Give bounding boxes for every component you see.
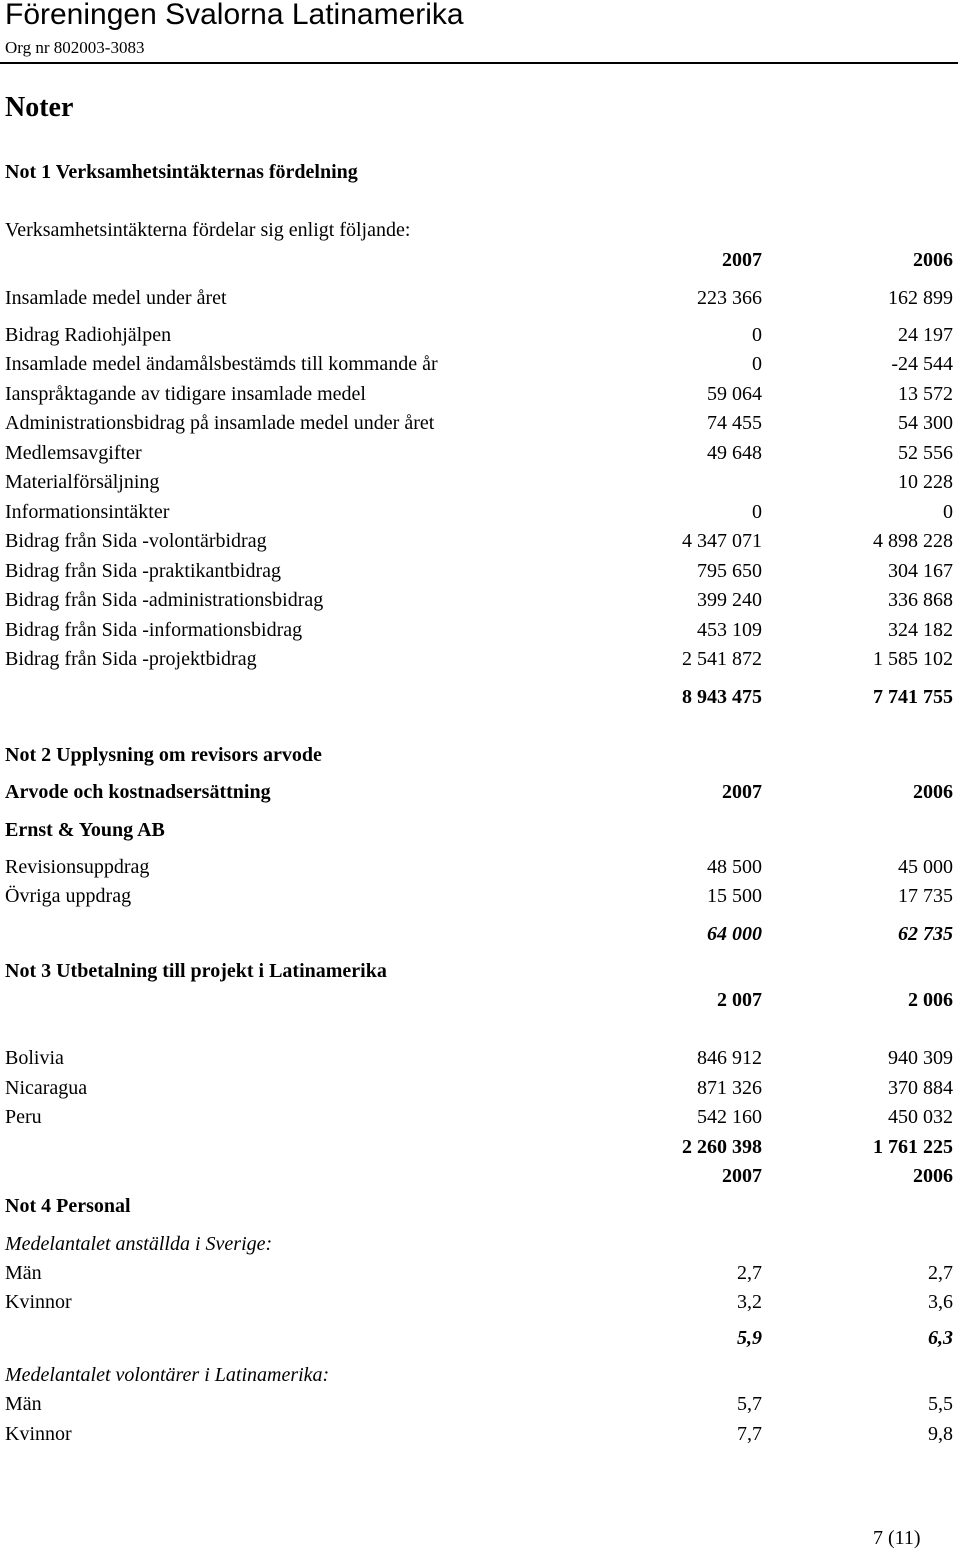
note1-title: Not 1 Verksamhetsintäkternas fördelning [5,161,358,183]
note1-intro: Verksamhetsintäkterna fördelar sig enligt följande: [5,219,411,241]
table-cell-2007: 48 500 [707,856,762,878]
table-row-label: Bidrag från Sida -volontärbidrag [5,530,267,552]
page-number: 7 (11) [873,1527,921,1549]
table-row-label: Bidrag från Sida -praktikantbidrag [5,560,282,582]
table-cell-2006: 940 309 [888,1047,953,1069]
table-cell-2007: 871 326 [697,1077,762,1099]
note3-col-2007: 2 007 [717,989,762,1011]
table-cell-2007: 0 [752,353,762,375]
note4-col-2007: 2007 [722,1165,762,1187]
table-cell-2006: 3,6 [928,1291,953,1313]
table-cell-2006: 17 735 [898,885,953,907]
table-cell-2007: 795 650 [697,560,762,582]
table-cell-2006: 1 585 102 [873,648,953,670]
table-row-label: Revisionsuppdrag [5,856,150,878]
note1-col-2007: 2007 [722,249,762,271]
note2-subtitle: Arvode och kostnadsersättning [5,781,271,803]
note1-total-2006: 7 741 755 [873,686,953,708]
table-row-label: Insamlade medel under året [5,287,227,309]
table-row-label: Män [5,1262,42,1284]
page-title: Noter [5,92,74,123]
table-row-label: Materialförsäljning [5,471,160,493]
table-row-label: Bidrag från Sida -administrationsbidrag [5,589,324,611]
note3-total-2006: 1 761 225 [873,1136,953,1158]
table-cell-2006: 324 182 [888,619,953,641]
table-cell-2007: 74 455 [707,412,762,434]
table-cell-2007: 0 [752,501,762,523]
table-row-label: Män [5,1393,42,1415]
note2-total-2006: 62 735 [898,923,953,945]
note4-col-2006: 2006 [913,1165,953,1187]
table-cell-2007: 0 [752,324,762,346]
note3-total-2007: 2 260 398 [682,1136,762,1158]
note4-sweden-total-2006: 6,3 [928,1327,953,1349]
table-row-label: Bidrag från Sida -projektbidrag [5,648,257,670]
note4-sweden-total-2007: 5,9 [737,1327,762,1349]
note3-col-2006: 2 006 [908,989,953,1011]
table-cell-2006: 0 [943,501,953,523]
table-cell-2006: 370 884 [888,1077,953,1099]
table-cell-2006: 304 167 [888,560,953,582]
table-cell-2007: 3,2 [737,1291,762,1313]
note1-total-2007: 8 943 475 [682,686,762,708]
organization-number: Org nr 802003-3083 [5,38,145,57]
table-cell-2007: 59 064 [707,383,762,405]
table-cell-2006: 336 868 [888,589,953,611]
table-cell-2006: -24 544 [891,353,953,375]
note4-sweden-label: Medelantalet anställda i Sverige: [5,1233,273,1255]
table-row-label: Kvinnor [5,1291,72,1313]
table-row-label: Informationsintäkter [5,501,170,523]
note2-col-2006: 2006 [913,781,953,803]
table-cell-2006: 54 300 [898,412,953,434]
table-cell-2007: 4 347 071 [682,530,762,552]
table-row-label: Peru [5,1106,42,1128]
table-cell-2006: 4 898 228 [873,530,953,552]
table-cell-2007: 223 366 [697,287,762,309]
organization-name: Föreningen Svalorna Latinamerika [5,0,464,31]
table-cell-2007: 15 500 [707,885,762,907]
table-cell-2006: 9,8 [928,1423,953,1445]
table-cell-2007: 7,7 [737,1423,762,1445]
table-row-label: Bolivia [5,1047,64,1069]
table-cell-2007: 2 541 872 [682,648,762,670]
note4-latam-label: Medelantalet volontärer i Latinamerika: [5,1364,330,1386]
note2-title: Not 2 Upplysning om revisors arvode [5,744,322,766]
table-cell-2006: 450 032 [888,1106,953,1128]
header-divider [0,62,958,64]
note2-auditor: Ernst & Young AB [5,819,165,841]
table-row-label: Ianspråktagande av tidigare insamlade medel [5,383,366,405]
table-cell-2007: 399 240 [697,589,762,611]
table-cell-2006: 2,7 [928,1262,953,1284]
table-cell-2007: 542 160 [697,1106,762,1128]
table-cell-2007: 453 109 [697,619,762,641]
table-cell-2007: 846 912 [697,1047,762,1069]
table-cell-2006: 13 572 [898,383,953,405]
note3-title: Not 3 Utbetalning till projekt i Latinamerika [5,960,387,982]
note1-col-2006: 2006 [913,249,953,271]
note2-total-2007: 64 000 [707,923,762,945]
table-row-label: Kvinnor [5,1423,72,1445]
table-cell-2006: 24 197 [898,324,953,346]
table-cell-2006: 45 000 [898,856,953,878]
table-cell-2006: 52 556 [898,442,953,464]
table-row-label: Bidrag Radiohjälpen [5,324,172,346]
table-cell-2006: 162 899 [888,287,953,309]
table-cell-2007: 49 648 [707,442,762,464]
table-row-label: Nicaragua [5,1077,88,1099]
table-row-label: Administrationsbidrag på insamlade medel under året [5,412,435,434]
table-row-label: Medlemsavgifter [5,442,142,464]
table-row-label: Insamlade medel ändamålsbestämds till kommande år [5,353,438,375]
note4-title: Not 4 Personal [5,1195,131,1217]
table-cell-2007: 2,7 [737,1262,762,1284]
table-cell-2006: 5,5 [928,1393,953,1415]
note2-col-2007: 2007 [722,781,762,803]
table-cell-2007: 5,7 [737,1393,762,1415]
table-row-label: Övriga uppdrag [5,885,132,907]
table-cell-2006: 10 228 [898,471,953,493]
table-row-label: Bidrag från Sida -informationsbidrag [5,619,303,641]
